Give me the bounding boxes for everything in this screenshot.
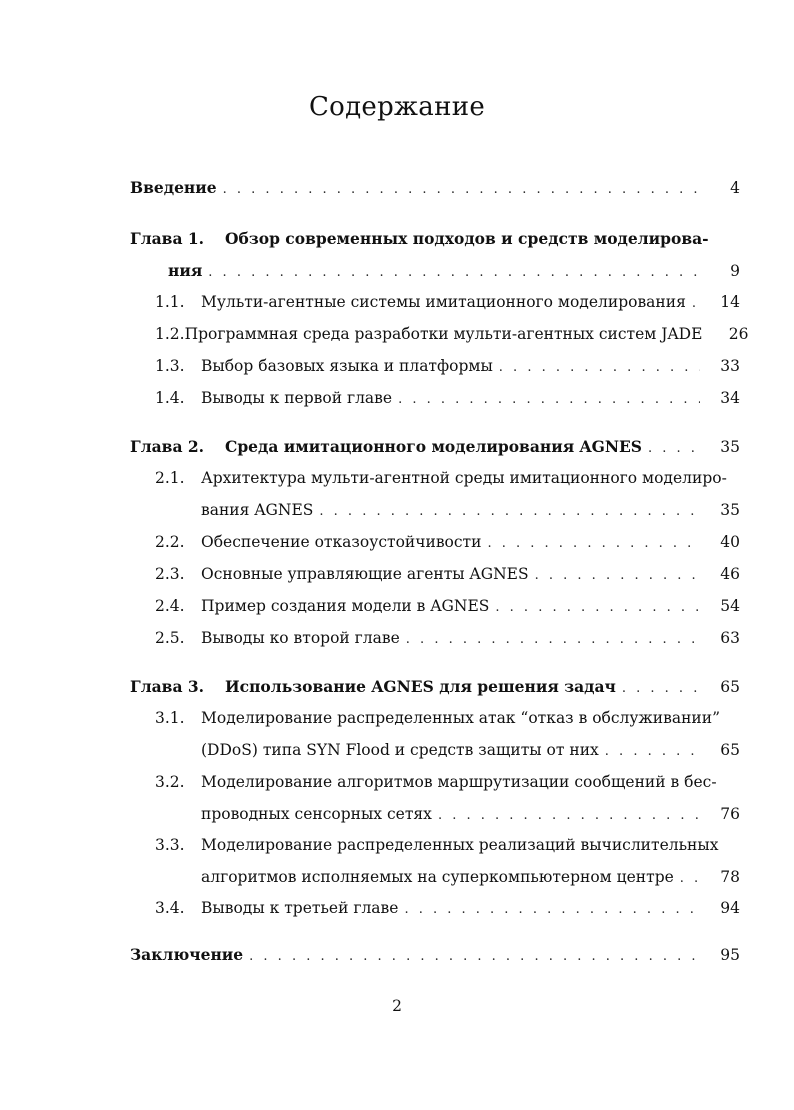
toc-page-number: 4 <box>730 179 740 197</box>
section-title-line1: Архитектура мульти-агентной среды имитационного моделиро- <box>201 469 727 487</box>
dot-leader <box>605 742 700 762</box>
toc-section-3-2-end[interactable] <box>201 804 740 826</box>
section-number: 2.2. <box>155 533 185 551</box>
toc-section-1-4[interactable] <box>155 388 740 410</box>
toc-page-number: 35 <box>720 501 740 519</box>
section-title: Выводы ко второй главе <box>201 629 400 647</box>
section-number: 3.2. <box>155 773 185 791</box>
toc-section-1-2[interactable] <box>155 324 749 346</box>
section-title-line2: проводных сенсорных сетях <box>201 805 432 823</box>
dot-leader <box>223 180 700 200</box>
section-number: 1.1. <box>155 293 185 311</box>
toc-section-2-1-heading[interactable] <box>155 468 727 488</box>
toc-page-number: 46 <box>720 565 740 583</box>
toc-page-number: 65 <box>720 741 740 759</box>
dot-leader <box>398 390 700 410</box>
section-number: 3.4. <box>155 899 185 917</box>
toc-page-number: 33 <box>720 357 740 375</box>
section-title-line2: вания AGNES <box>201 501 314 519</box>
toc-page-number: 9 <box>730 262 740 280</box>
toc-section-2-4[interactable] <box>155 596 740 618</box>
section-title: Пример создания модели в AGNES <box>201 597 490 615</box>
toc-page-number: 26 <box>728 325 749 343</box>
section-title: Программная среда разработки мульти-агентных систем JADE <box>184 325 703 343</box>
page-number: 2 <box>392 997 402 1015</box>
toc-section-3-1-end[interactable] <box>201 740 740 762</box>
dot-leader <box>495 598 700 618</box>
section-title-line2: алгоритмов исполняемых на суперкомпьютерном центре <box>201 868 674 886</box>
toc-entry-intro[interactable] <box>130 178 740 200</box>
toc-chapter-1-end[interactable] <box>168 261 740 283</box>
toc-page-number: 54 <box>720 597 740 615</box>
toc-entry-label: Введение <box>130 178 217 197</box>
section-title-line1: Моделирование распределенных атак “отказ в обслуживании” <box>201 709 721 727</box>
toc-section-2-1-end[interactable] <box>201 500 740 522</box>
chapter-title-line1: Использование AGNES для решения задач <box>225 677 616 696</box>
toc-section-3-2-heading[interactable] <box>155 772 717 792</box>
toc-section-1-3[interactable] <box>155 356 740 378</box>
section-number: 1.2. <box>155 325 185 343</box>
toc-page-number: 94 <box>720 899 740 917</box>
section-title: Выводы к третьей главе <box>201 899 399 917</box>
dot-leader <box>680 869 700 889</box>
chapter-number: Глава 2. <box>130 437 205 456</box>
page-title: Содержание <box>308 92 486 122</box>
section-title: Мульти-агентные системы имитационного моделирования <box>201 293 686 311</box>
dot-leader <box>438 806 700 826</box>
toc-page-number: 14 <box>720 293 740 311</box>
toc-page-number: 35 <box>720 438 740 456</box>
toc-page-number: 78 <box>720 868 740 886</box>
section-number: 3.3. <box>155 836 185 854</box>
dot-leader <box>535 566 700 586</box>
toc-page-number: 40 <box>720 533 740 551</box>
toc-section-2-2[interactable] <box>155 532 740 554</box>
dot-leader <box>208 263 700 283</box>
toc-page-number: 63 <box>720 629 740 647</box>
toc-chapter-2[interactable] <box>130 437 740 459</box>
toc-page-number: 34 <box>720 389 740 407</box>
section-number: 2.4. <box>155 597 185 615</box>
section-title: Выводы к первой главе <box>201 389 393 407</box>
toc-entry-label: Заключение <box>130 945 244 964</box>
section-number: 2.1. <box>155 469 185 487</box>
toc-section-3-3-heading[interactable] <box>155 835 718 855</box>
dot-leader <box>487 534 700 554</box>
toc-section-1-1[interactable] <box>155 292 740 314</box>
dot-leader <box>499 358 700 378</box>
chapter-title-line2: ния <box>168 261 203 280</box>
dot-leader <box>622 679 700 699</box>
section-title-line2: (DDoS) типа SYN Flood и средств защиты от них <box>201 741 599 759</box>
dot-leader <box>249 947 700 967</box>
toc-section-2-5[interactable] <box>155 628 740 650</box>
section-title: Основные управляющие агенты AGNES <box>201 565 529 583</box>
toc-section-3-1-heading[interactable] <box>155 708 720 728</box>
dot-leader <box>648 439 700 459</box>
toc-page-number: 95 <box>720 946 740 964</box>
toc-page-number: 76 <box>720 805 740 823</box>
section-title-line1: Моделирование алгоритмов маршрутизации сообщений в бес- <box>201 773 717 791</box>
section-title: Выбор базовых языка и платформы <box>201 357 493 375</box>
dot-leader <box>692 294 700 314</box>
toc-section-2-3[interactable] <box>155 564 740 586</box>
dot-leader <box>319 502 700 522</box>
section-number: 2.5. <box>155 629 185 647</box>
section-number: 1.3. <box>155 357 185 375</box>
toc-chapter-3[interactable] <box>130 677 740 699</box>
section-number: 2.3. <box>155 565 185 583</box>
section-title: Обеспечение отказоустойчивости <box>201 533 482 551</box>
toc-page-number: 65 <box>720 678 740 696</box>
chapter-number: Глава 1. <box>130 229 205 248</box>
toc-chapter-1-heading[interactable] <box>130 229 709 249</box>
chapter-title-line1: Среда имитационного моделирования AGNES <box>225 437 642 456</box>
dot-leader <box>406 630 700 650</box>
chapter-title-line1: Обзор современных подходов и средств моделирова- <box>225 229 709 248</box>
toc-entry-conclusion[interactable] <box>130 945 740 967</box>
toc-section-3-4[interactable] <box>155 898 740 920</box>
section-number: 3.1. <box>155 709 185 727</box>
section-number: 1.4. <box>155 389 185 407</box>
section-title-line1: Моделирование распределенных реализаций вычислительных <box>201 836 719 854</box>
chapter-number: Глава 3. <box>130 677 205 696</box>
toc-section-3-3-end[interactable] <box>201 867 740 889</box>
dot-leader <box>404 900 700 920</box>
